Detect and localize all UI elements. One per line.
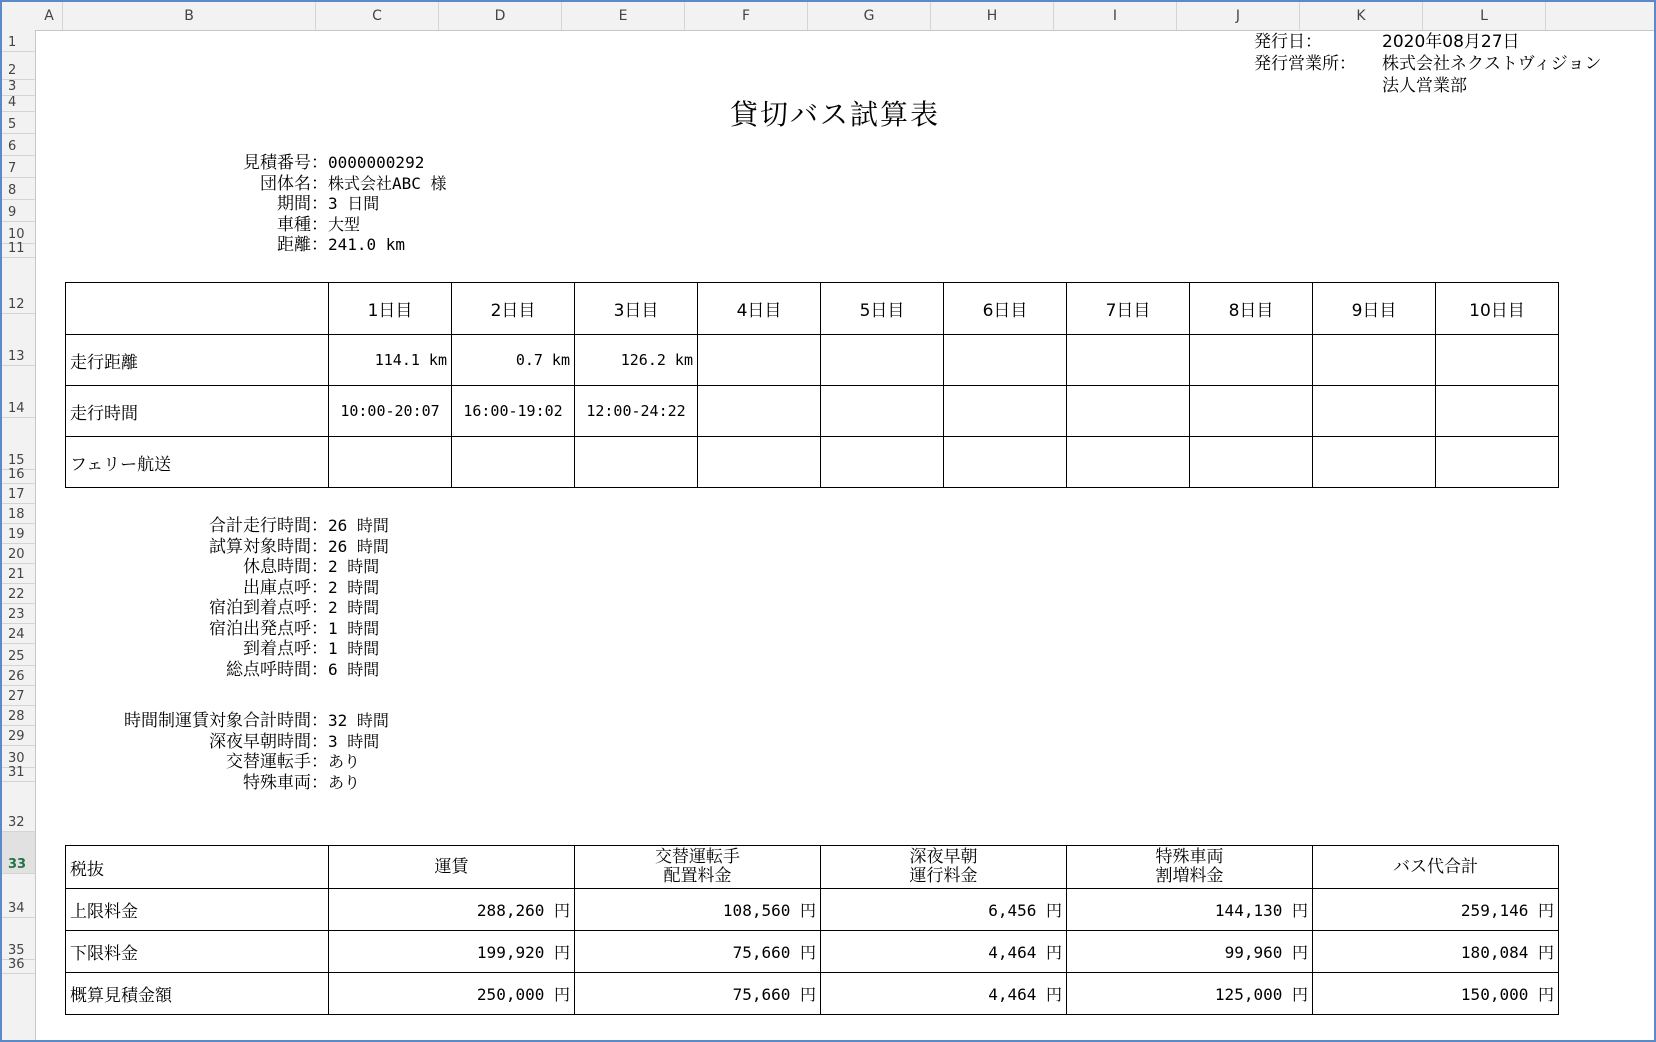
fare-cell[interactable]: 6,456 円 (821, 889, 1067, 931)
fare-header-line: 特殊車両 (1155, 847, 1224, 867)
row-label: フェリー航送 (66, 437, 329, 488)
fare-cell[interactable]: 4,464 円 (821, 973, 1067, 1015)
kv-row (96, 773, 389, 794)
day-cell[interactable] (821, 335, 944, 386)
kv-label: 宿泊到着点呼： (209, 598, 328, 618)
day-cell[interactable] (1436, 335, 1559, 386)
row-header-21[interactable] (2, 564, 35, 584)
kv-label: 時間制運賃対象合計時間： (124, 711, 328, 731)
kv-value: 0000000292 (328, 153, 425, 172)
kv-row (96, 752, 389, 773)
row-header-33[interactable] (2, 832, 35, 874)
issue-date-label: 発行日： (1254, 32, 1322, 52)
kv-label: 見積番号： (243, 153, 328, 173)
row-number: 17 (8, 487, 25, 502)
row-label: 下限料金 (66, 931, 329, 973)
row-header-11[interactable] (2, 241, 35, 258)
row-header-25[interactable] (2, 644, 35, 666)
day-cell[interactable] (1190, 386, 1313, 437)
kv-row (96, 516, 389, 537)
kv-value: 2 時間 (328, 598, 380, 617)
day-header: 10日目 (1436, 283, 1559, 335)
column-header-b[interactable]: B (63, 2, 316, 30)
fare-cell[interactable]: 180,084 円 (1313, 931, 1559, 973)
row-number: 27 (8, 689, 25, 704)
row-number: 30 (8, 751, 25, 766)
fare-header (575, 846, 821, 889)
row-label: 上限料金 (66, 889, 329, 931)
kv-label: 合計走行時間： (209, 516, 328, 536)
fare-cell[interactable]: 144,130 円 (1067, 889, 1313, 931)
kv-label: 車種： (277, 214, 328, 235)
row-number: 12 (8, 297, 25, 312)
kv-value: 3 日間 (328, 194, 380, 213)
row-header-22[interactable] (2, 584, 35, 604)
row-header-3[interactable] (2, 80, 35, 96)
day-header: 1日目 (329, 283, 452, 335)
table-row (66, 335, 1559, 386)
table-row (66, 386, 1559, 437)
row-number: 28 (8, 709, 25, 724)
fare-header (821, 846, 1067, 889)
day-cell[interactable] (698, 386, 821, 437)
kv-row (96, 174, 447, 195)
column-header-h[interactable]: H (931, 2, 1054, 30)
fare-header (1313, 846, 1559, 889)
column-header-a[interactable]: A (36, 2, 63, 30)
kv-value: 1 時間 (328, 618, 380, 638)
row-header-20[interactable] (2, 544, 35, 564)
worksheet (36, 31, 1654, 1040)
kv-row (96, 732, 389, 753)
column-header-j[interactable]: J (1177, 2, 1300, 30)
day-cell[interactable] (944, 386, 1067, 437)
day-cell[interactable] (1067, 335, 1190, 386)
kv-label: 期間： (277, 194, 328, 214)
kv-label: 特殊車両： (243, 772, 328, 793)
row-header-8[interactable] (2, 178, 35, 200)
day-table-corner (66, 283, 329, 335)
row-number: 25 (8, 649, 25, 664)
fare-cell[interactable]: 250,000 円 (329, 973, 575, 1015)
row-header-14[interactable] (2, 366, 35, 418)
table-row (66, 931, 1559, 973)
day-header: 9日目 (1313, 283, 1436, 335)
fare-cell[interactable]: 288,260 円 (329, 889, 575, 931)
row-label: 走行時間 (66, 386, 329, 437)
row-header-31[interactable] (2, 765, 35, 782)
kv-value: 3 時間 (328, 731, 380, 751)
day-cell[interactable] (1313, 335, 1436, 386)
row-number: 36 (8, 957, 25, 972)
day-cell[interactable] (1067, 386, 1190, 437)
day-cell[interactable] (944, 437, 1067, 488)
column-header-e[interactable]: E (562, 2, 685, 30)
kv-row (96, 537, 389, 558)
row-header-19[interactable] (2, 524, 35, 544)
row-header-35[interactable] (2, 918, 35, 960)
kv-label: 距離： (277, 235, 328, 255)
day-header: 3日目 (575, 283, 698, 335)
day-header: 5日目 (821, 283, 944, 335)
row-header-16[interactable] (2, 467, 35, 484)
row-number: 23 (8, 607, 25, 622)
fare-header-line: 深夜早朝 (909, 847, 978, 867)
fare-cell[interactable]: 99,960 円 (1067, 931, 1313, 973)
row-header-4[interactable] (2, 96, 35, 112)
kv-label: 出庫点呼： (243, 577, 328, 598)
row-header-36[interactable] (2, 957, 35, 974)
day-cell[interactable] (821, 437, 944, 488)
kv-row (96, 215, 447, 236)
info-block (96, 153, 447, 256)
day-header: 7日目 (1067, 283, 1190, 335)
kv-row (96, 619, 389, 640)
row-header-17[interactable] (2, 484, 35, 504)
kv-value: 大型 (328, 214, 361, 234)
kv-row (96, 235, 447, 256)
day-cell[interactable] (1436, 386, 1559, 437)
kv-value: 26 時間 (328, 536, 389, 556)
day-header: 4日目 (698, 283, 821, 335)
day-cell[interactable] (1313, 437, 1436, 488)
row-number: 2 (8, 63, 17, 78)
row-header-28[interactable] (2, 706, 35, 726)
day-cell[interactable] (1190, 437, 1313, 488)
row-header-34[interactable] (2, 874, 35, 918)
fare-cell[interactable]: 75,660 円 (575, 931, 821, 973)
kv-row (96, 660, 389, 681)
day-cell[interactable] (452, 437, 575, 488)
column-header-k[interactable]: K (1300, 2, 1423, 30)
day-cell[interactable]: 0.7 km (452, 335, 575, 386)
row-header-6[interactable] (2, 134, 35, 156)
row-number: 14 (8, 401, 25, 416)
kv-row (96, 194, 447, 215)
kv-value: あり (328, 752, 361, 771)
row-header-1[interactable] (2, 30, 35, 52)
day-cell[interactable] (329, 437, 452, 488)
column-header-i[interactable]: I (1054, 2, 1177, 30)
row-header-29[interactable] (2, 726, 35, 746)
day-cell[interactable] (1436, 437, 1559, 488)
row-number: 7 (8, 161, 17, 176)
kv-row (96, 578, 389, 599)
row-number: 32 (8, 815, 25, 830)
issue-date: 2020年08月27日 (1382, 32, 1520, 52)
fare-header-line: 運行料金 (909, 866, 978, 886)
column-header-l[interactable]: L (1423, 2, 1546, 30)
row-number: 10 (8, 227, 25, 242)
fare-cell[interactable]: 108,560 円 (575, 889, 821, 931)
kv-row (96, 598, 389, 619)
kv-label: 団体名： (260, 173, 328, 194)
fare-cell[interactable]: 150,000 円 (1313, 973, 1559, 1015)
day-cell[interactable] (1190, 335, 1313, 386)
day-cell[interactable] (944, 335, 1067, 386)
day-cell[interactable] (1313, 386, 1436, 437)
row-number: 26 (8, 669, 25, 684)
day-header: 6日目 (944, 283, 1067, 335)
column-header-c[interactable]: C (316, 2, 439, 30)
row-number: 19 (8, 527, 25, 542)
row-header-26[interactable] (2, 666, 35, 686)
day-header: 8日目 (1190, 283, 1313, 335)
kv-label: 交替運転手： (226, 752, 328, 772)
kv-row (96, 711, 389, 732)
row-number: 16 (8, 467, 25, 482)
kv-value: あり (328, 772, 361, 792)
fare-cell[interactable]: 125,000 円 (1067, 973, 1313, 1015)
fare-header (329, 846, 575, 889)
row-number: 33 (8, 857, 27, 872)
kv-value: 1 時間 (328, 639, 380, 658)
kv-label: 総点呼時間： (226, 659, 328, 680)
kv-value: 241.0 km (328, 235, 406, 254)
row-number: 1 (8, 35, 17, 50)
day-table-header-row (66, 283, 1559, 335)
day-cell[interactable] (575, 437, 698, 488)
kv-label: 試算対象時間： (209, 536, 328, 557)
column-header-f[interactable]: F (685, 2, 808, 30)
office-dept: 法人営業部 (1382, 76, 1467, 96)
row-number: 13 (8, 349, 25, 364)
kv-value: 32 時間 (328, 711, 389, 730)
row-number: 35 (8, 943, 25, 958)
row-number: 8 (8, 183, 17, 198)
row-number: 24 (8, 627, 25, 642)
kv-value: 6 時間 (328, 659, 380, 679)
row-header-27[interactable] (2, 686, 35, 706)
row-number: 22 (8, 587, 25, 602)
day-cell[interactable] (698, 335, 821, 386)
table-row (66, 437, 1559, 488)
fare-table-corner: 税抜 (66, 846, 329, 889)
kv-row (96, 153, 447, 174)
row-header-32[interactable] (2, 782, 35, 832)
table-row (66, 889, 1559, 931)
summary-block-1 (96, 516, 389, 680)
fare-header-line: 交替運転手 (655, 847, 740, 867)
fare-header (1067, 846, 1313, 889)
kv-label: 深夜早朝時間： (209, 731, 328, 752)
day-cell[interactable] (698, 437, 821, 488)
row-number: 9 (8, 205, 17, 220)
row-label: 走行距離 (66, 335, 329, 386)
day-cell[interactable]: 10:00-20:07 (329, 386, 452, 437)
fare-cell[interactable]: 259,146 円 (1313, 889, 1559, 931)
fare-header-line: 配置料金 (663, 866, 732, 886)
kv-row (96, 639, 389, 660)
summary-block-2 (96, 711, 389, 793)
row-number: 21 (8, 567, 25, 582)
kv-value: 2 時間 (328, 557, 380, 576)
day-cell[interactable]: 114.1 km (329, 335, 452, 386)
row-header-24[interactable] (2, 624, 35, 644)
row-header-12[interactable] (2, 258, 35, 314)
row-header-2[interactable] (2, 52, 35, 80)
fare-cell[interactable]: 75,660 円 (575, 973, 821, 1015)
office-name: 株式会社ネクストヴィジョン (1382, 54, 1602, 74)
row-number: 11 (8, 241, 25, 256)
row-number: 29 (8, 729, 25, 744)
row-header-15[interactable] (2, 418, 35, 470)
day-table (65, 282, 1559, 488)
fare-cell[interactable]: 4,464 円 (821, 931, 1067, 973)
row-header-5[interactable] (2, 112, 35, 134)
page-title: 貸切バス試算表 (730, 98, 941, 131)
row-number: 3 (8, 79, 17, 94)
table-row (66, 973, 1559, 1015)
day-cell[interactable] (821, 386, 944, 437)
kv-label: 休息時間： (243, 557, 328, 577)
fare-header-line: 運賃 (434, 856, 469, 877)
kv-value: 株式会社ABC 様 (328, 173, 447, 193)
kv-label: 到着点呼： (243, 639, 328, 659)
row-number: 5 (8, 117, 17, 132)
row-header-13[interactable] (2, 314, 35, 366)
row-label: 概算見積金額 (66, 973, 329, 1015)
fare-cell[interactable]: 199,920 円 (329, 931, 575, 973)
day-cell[interactable]: 12:00-24:22 (575, 386, 698, 437)
day-header: 2日目 (452, 283, 575, 335)
row-number: 20 (8, 547, 25, 562)
day-cell[interactable]: 16:00-19:02 (452, 386, 575, 437)
row-number: 31 (8, 765, 25, 780)
kv-value: 26 時間 (328, 516, 389, 535)
row-header-23[interactable] (2, 604, 35, 624)
row-header-9[interactable] (2, 200, 35, 222)
row-header-7[interactable] (2, 156, 35, 178)
fare-header-line: バス代合計 (1393, 856, 1478, 877)
column-header-d[interactable]: D (439, 2, 562, 30)
row-number: 6 (8, 139, 17, 154)
column-header-g[interactable]: G (808, 2, 931, 30)
row-header-18[interactable] (2, 504, 35, 524)
row-number: 18 (8, 507, 25, 522)
kv-label: 宿泊出発点呼： (209, 618, 328, 639)
row-number: 34 (8, 901, 25, 916)
row-header-bar (2, 30, 36, 1040)
office-label: 発行営業所： (1254, 54, 1356, 74)
fare-header-line: 割増料金 (1155, 866, 1224, 886)
kv-value: 2 時間 (328, 577, 380, 597)
day-cell[interactable] (1067, 437, 1190, 488)
kv-row (96, 557, 389, 578)
day-cell[interactable]: 126.2 km (575, 335, 698, 386)
fare-table-header-row (66, 846, 1559, 889)
row-number: 15 (8, 453, 25, 468)
fare-table (65, 845, 1559, 1015)
row-number: 4 (8, 95, 17, 110)
